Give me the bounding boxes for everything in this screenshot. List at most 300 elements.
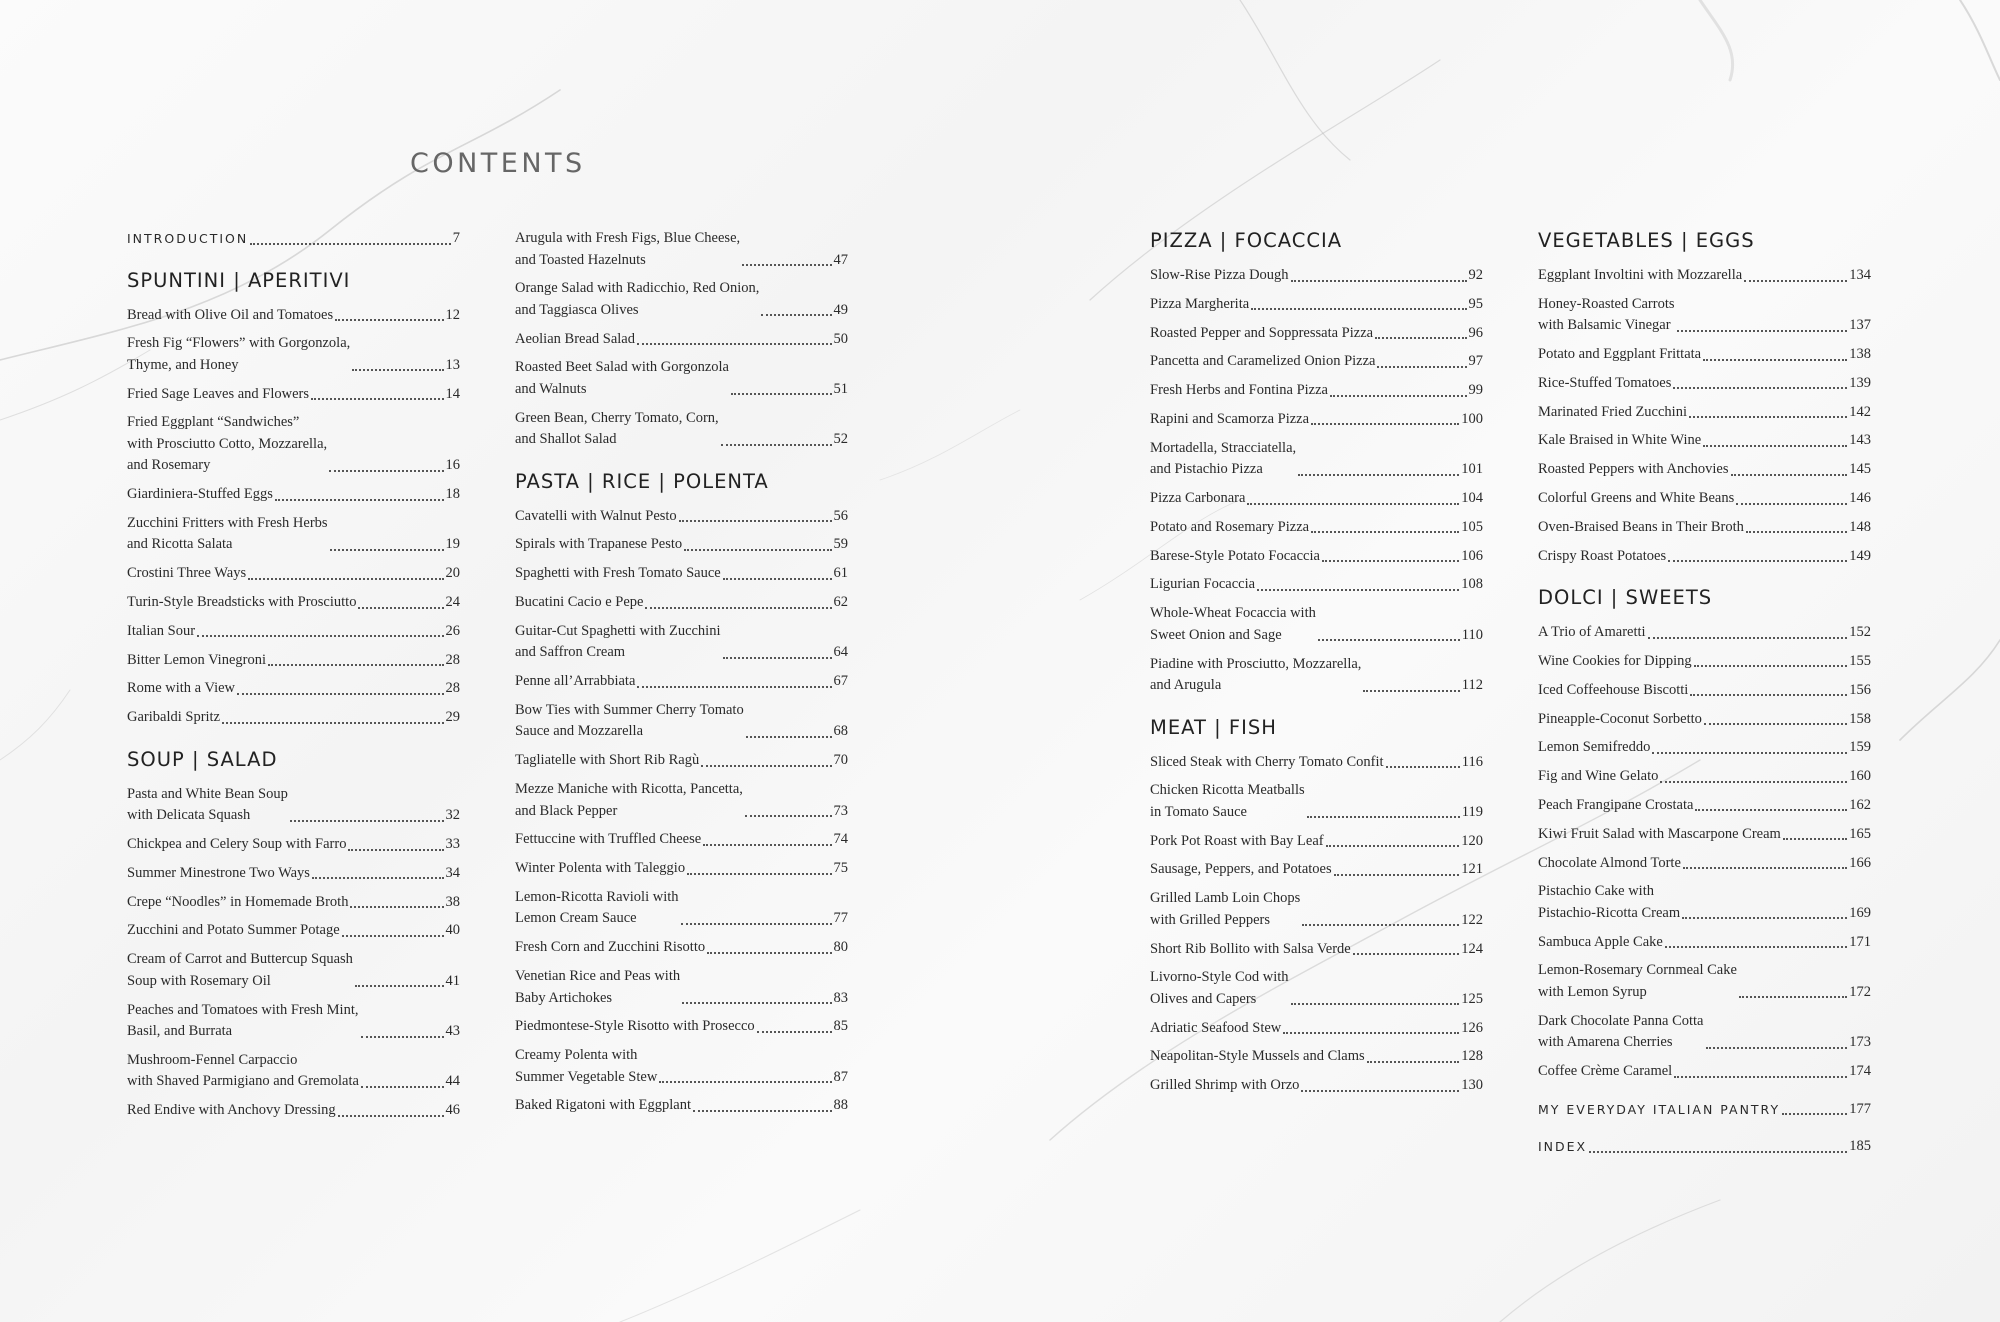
toc-page-number: 14 xyxy=(445,385,460,402)
dot-leader xyxy=(338,1115,444,1117)
toc-page-number: 80 xyxy=(833,939,848,956)
dot-leader xyxy=(197,635,443,637)
toc-entry[interactable] xyxy=(127,333,460,376)
dot-leader xyxy=(1330,395,1467,397)
toc-entry-title: Wine Cookies for Dipping xyxy=(1538,652,1692,669)
toc-page-number: 145 xyxy=(1849,461,1871,478)
toc-entry[interactable] xyxy=(1538,737,1871,759)
toc-entry-title: Winter Polenta with Taleggio xyxy=(515,860,686,877)
toc-page-number: 119 xyxy=(1461,803,1483,820)
toc-page-number: 166 xyxy=(1849,854,1871,871)
toc-entry-title: Italian Sour xyxy=(127,622,196,639)
toc-entry[interactable] xyxy=(515,829,848,851)
dot-leader xyxy=(1318,639,1460,641)
toc-page-number: 146 xyxy=(1849,490,1871,507)
toc-entry-title: Sausage, Peppers, and Potatoes xyxy=(1150,861,1332,878)
toc-entry-title: INTRODUCTION xyxy=(127,231,249,246)
toc-page-number: 83 xyxy=(833,989,848,1006)
dot-leader xyxy=(731,393,832,395)
dot-leader xyxy=(1652,752,1847,754)
dot-leader xyxy=(701,765,831,767)
dot-leader xyxy=(1736,503,1847,505)
toc-entry[interactable] xyxy=(515,592,848,614)
toc-entry-title: Potato and Rosemary Pizza xyxy=(1150,518,1310,535)
toc-entry-title: Iced Coffeehouse Biscotti xyxy=(1538,681,1689,698)
toc-entry-title: Neapolitan-Style Mussels and Clams xyxy=(1150,1048,1365,1065)
toc-page-number: 62 xyxy=(833,594,848,611)
dot-leader xyxy=(1311,531,1459,533)
dot-leader xyxy=(637,686,831,688)
toc-entry-title: Baked Rigatoni with Eggplant xyxy=(515,1097,691,1114)
dot-leader xyxy=(1386,766,1460,768)
dot-leader xyxy=(311,398,443,400)
dot-leader xyxy=(1746,531,1847,533)
toc-entry[interactable] xyxy=(515,1045,848,1088)
toc-page-number: 162 xyxy=(1849,796,1871,813)
dot-leader xyxy=(222,722,443,724)
toc-entry-title: Giardiniera-Stuffed Eggs xyxy=(127,486,273,503)
dot-leader xyxy=(268,664,443,666)
toc-entry-title: Rome with a View xyxy=(127,680,235,697)
toc-entry[interactable] xyxy=(127,228,460,250)
toc-page-number: 125 xyxy=(1461,990,1483,1007)
dot-leader xyxy=(1665,946,1847,948)
toc-entry[interactable] xyxy=(1538,932,1871,954)
toc-entry[interactable] xyxy=(1150,488,1483,510)
toc-entry-title: Crepe “Noodles” in Homemade Broth xyxy=(127,893,349,910)
toc-entry[interactable] xyxy=(127,412,460,477)
toc-page-number: 34 xyxy=(445,864,460,881)
section-heading: PIZZA | FOCACCIA xyxy=(1150,229,1343,252)
dot-leader xyxy=(275,499,444,501)
toc-page-number: 148 xyxy=(1849,518,1871,535)
toc-entry-title: Potato and Eggplant Frittata xyxy=(1538,346,1702,363)
toc-entry[interactable] xyxy=(1150,517,1483,539)
dot-leader xyxy=(1682,917,1847,919)
toc-entry-title: Bucatini Cacio e Pepe xyxy=(515,594,644,611)
dot-leader xyxy=(1706,1047,1848,1049)
toc-entry[interactable] xyxy=(1150,752,1483,774)
toc-page-number: 138 xyxy=(1849,346,1871,363)
toc-page-number: 77 xyxy=(833,910,848,927)
toc-page-number: 32 xyxy=(445,807,460,824)
toc-entry-title: Creamy Polenta with Summer Vegetable Stew xyxy=(515,1047,658,1085)
dot-leader xyxy=(248,578,443,580)
toc-entry[interactable] xyxy=(127,305,460,327)
toc-entry[interactable] xyxy=(515,1016,848,1038)
toc-page-number: 116 xyxy=(1461,753,1483,770)
dot-leader xyxy=(335,319,443,321)
dot-leader xyxy=(237,693,444,695)
toc-page-number: 12 xyxy=(445,306,460,323)
toc-page-number: 96 xyxy=(1468,324,1483,341)
toc-entry[interactable] xyxy=(515,700,848,743)
toc-entry-title: Piedmontese-Style Risotto with Prosecco xyxy=(515,1018,755,1035)
dot-leader xyxy=(1247,503,1459,505)
toc-page-number: 124 xyxy=(1461,940,1483,957)
toc-entry-title: Guitar-Cut Spaghetti with Zucchini and Saffron Cream xyxy=(515,622,721,661)
toc-entry-title: Tagliatelle with Short Rib Ragù xyxy=(515,752,700,769)
toc-entry[interactable] xyxy=(127,592,460,614)
dot-leader xyxy=(1353,953,1460,955)
toc-entry-title: Cream of Carrot and Buttercup Squash Soup with Rosemary Oil xyxy=(127,951,353,989)
toc-page-number: 120 xyxy=(1461,832,1483,849)
toc-entry[interactable] xyxy=(515,329,848,351)
section-heading: SOUP | SALAD xyxy=(127,747,278,771)
toc-entry-title: Adriatic Seafood Stew xyxy=(1150,1019,1282,1036)
dot-leader xyxy=(693,1110,832,1112)
toc-entry[interactable] xyxy=(1150,1075,1483,1097)
toc-page-number: 158 xyxy=(1849,710,1871,727)
toc-entry-title: MY EVERYDAY ITALIAN PANTRY xyxy=(1538,1101,1781,1117)
toc-page-number: 52 xyxy=(833,431,848,448)
toc-entry-title: Zucchini and Potato Summer Potage xyxy=(127,922,340,939)
section-heading: VEGETABLES | EGGS xyxy=(1538,229,1755,252)
dot-leader xyxy=(342,935,444,937)
toc-page-number: 46 xyxy=(445,1102,460,1119)
toc-page-number: 173 xyxy=(1849,1034,1871,1051)
toc-entry[interactable] xyxy=(127,784,460,827)
toc-entry[interactable] xyxy=(127,863,460,885)
toc-entry-title: Grilled Lamb Loin Chops with Grilled Peppers xyxy=(1150,890,1301,928)
toc-entry-title: Lemon-Ricotta Ravioli with Lemon Cream Sauce xyxy=(515,888,679,927)
toc-entry[interactable] xyxy=(127,650,460,672)
toc-page-number: 160 xyxy=(1849,768,1871,785)
toc-page-number: 41 xyxy=(445,972,460,989)
dot-leader xyxy=(1668,560,1847,562)
dot-leader xyxy=(350,906,443,908)
toc-entry-title: Ligurian Focaccia xyxy=(1150,576,1256,593)
toc-entry[interactable] xyxy=(1150,351,1483,373)
toc-entry[interactable] xyxy=(1538,709,1871,731)
toc-page-number: 13 xyxy=(445,356,460,373)
toc-entry-title: Slow-Rise Pizza Dough xyxy=(1150,267,1289,283)
toc-entry-title: Crispy Roast Potatoes xyxy=(1538,547,1667,564)
toc-page-number: 88 xyxy=(833,1097,848,1114)
toc-entry[interactable] xyxy=(127,384,460,406)
dot-leader xyxy=(1731,474,1848,476)
toc-page-number: 104 xyxy=(1461,490,1483,507)
toc-entry[interactable] xyxy=(1150,323,1483,345)
toc-column-3 xyxy=(1150,228,1483,1104)
toc-entry-title: Peaches and Tomatoes with Fresh Mint, Basil, and Burrata xyxy=(127,1001,359,1040)
dot-leader xyxy=(1589,1151,1847,1153)
toc-page-number: 159 xyxy=(1849,739,1871,756)
toc-entry[interactable] xyxy=(515,534,848,556)
dot-leader xyxy=(1677,330,1848,332)
toc-entry[interactable] xyxy=(515,621,848,664)
toc-entry[interactable] xyxy=(1150,888,1483,931)
dot-leader xyxy=(1683,867,1847,869)
dot-leader xyxy=(682,1002,831,1004)
toc-entry[interactable] xyxy=(1538,766,1871,788)
toc-entry[interactable] xyxy=(1538,344,1871,366)
toc-page-number: 92 xyxy=(1468,267,1483,283)
toc-entry[interactable] xyxy=(1150,939,1483,961)
toc-entry-title: Livorno-Style Cod with Olives and Capers xyxy=(1150,969,1289,1007)
dot-leader xyxy=(707,952,831,954)
toc-entry-title: Venetian Rice and Peas with Baby Artichokes xyxy=(515,968,681,1006)
toc-entry-title: Honey-Roasted Carrots with Balsamic Vinegar xyxy=(1538,295,1675,334)
toc-entry[interactable] xyxy=(515,750,848,772)
dot-leader xyxy=(358,607,443,609)
dot-leader xyxy=(679,520,832,522)
toc-entry[interactable] xyxy=(127,563,460,585)
dot-leader xyxy=(1690,694,1847,696)
toc-entry-title: Green Bean, Cherry Tomato, Corn, and Shallot Salad xyxy=(515,409,719,448)
toc-entry-title: Roasted Pepper and Soppressata Pizza xyxy=(1150,324,1374,341)
toc-page-number: 128 xyxy=(1461,1048,1483,1065)
toc-column-4 xyxy=(1538,228,1871,1172)
toc-entry[interactable] xyxy=(1150,409,1483,431)
toc-entry-title: Roasted Peppers with Anchovies xyxy=(1538,461,1729,478)
dot-leader xyxy=(1782,1113,1847,1115)
toc-entry[interactable] xyxy=(127,1100,460,1122)
toc-entry[interactable] xyxy=(1150,654,1483,697)
toc-page-number: 50 xyxy=(833,330,848,347)
dot-leader xyxy=(1674,1076,1847,1078)
toc-entry[interactable] xyxy=(1538,680,1871,702)
toc-entry-title: Kale Braised in White Wine xyxy=(1538,432,1702,449)
toc-entry[interactable] xyxy=(1150,780,1483,823)
toc-entry[interactable] xyxy=(1538,1061,1871,1083)
toc-entry-title: Lemon-Rosemary Cornmeal Cake with Lemon Syrup xyxy=(1538,962,1737,1000)
toc-entry[interactable] xyxy=(1538,1136,1871,1158)
toc-entry[interactable] xyxy=(127,1000,460,1043)
toc-page-number: 139 xyxy=(1849,374,1871,391)
dot-leader xyxy=(1298,474,1459,476)
toc-entry[interactable] xyxy=(1538,795,1871,817)
toc-entry-title: Pizza Carbonara xyxy=(1150,490,1246,507)
toc-entry[interactable] xyxy=(1538,960,1871,1003)
toc-page-number: 44 xyxy=(445,1073,460,1090)
toc-entry[interactable] xyxy=(1538,651,1871,673)
toc-page-number: 122 xyxy=(1461,911,1483,928)
toc-entry[interactable] xyxy=(515,887,848,930)
toc-entry-title: Red Endive with Anchovy Dressing xyxy=(127,1102,336,1119)
dot-leader xyxy=(1257,589,1459,591)
toc-entry[interactable] xyxy=(515,357,848,400)
toc-entry[interactable] xyxy=(1150,1046,1483,1068)
toc-entry[interactable] xyxy=(127,949,460,992)
toc-entry-title: Fried Sage Leaves and Flowers xyxy=(127,385,310,402)
toc-entry[interactable] xyxy=(127,920,460,942)
toc-entry-title: Aeolian Bread Salad xyxy=(515,330,635,347)
toc-entry[interactable] xyxy=(1150,438,1483,481)
toc-entry-title: Bow Ties with Summer Cherry Tomato Sauce and Mozzarella xyxy=(515,701,744,740)
toc-entry-title: Oven-Braised Beans in Their Broth xyxy=(1538,518,1744,535)
toc-entry[interactable] xyxy=(1538,488,1871,510)
dot-leader xyxy=(1291,280,1467,282)
toc-entry[interactable] xyxy=(1150,967,1483,1010)
toc-entry[interactable] xyxy=(1150,1018,1483,1040)
toc-entry[interactable] xyxy=(515,858,848,880)
dot-leader xyxy=(1334,874,1460,876)
toc-entry[interactable] xyxy=(1150,546,1483,568)
toc-page-number: 174 xyxy=(1849,1063,1871,1080)
toc-entry-title: Sliced Steak with Cherry Tomato Confit xyxy=(1150,753,1384,770)
toc-page-number: 100 xyxy=(1461,410,1483,427)
toc-page-number: 165 xyxy=(1849,825,1871,842)
toc-entry[interactable] xyxy=(127,834,460,856)
dot-leader xyxy=(1694,665,1848,667)
toc-entry[interactable] xyxy=(515,506,848,528)
dot-leader xyxy=(1648,637,1848,639)
toc-entry[interactable] xyxy=(515,228,848,271)
dot-leader xyxy=(1363,690,1459,692)
toc-page-number: 185 xyxy=(1849,1138,1871,1155)
toc-entry[interactable] xyxy=(515,937,848,959)
dot-leader xyxy=(352,369,443,371)
dot-leader xyxy=(757,1031,832,1033)
toc-page-number: 28 xyxy=(445,680,460,697)
toc-entry[interactable] xyxy=(1150,265,1483,287)
toc-page-number: 99 xyxy=(1468,382,1483,399)
toc-entry[interactable] xyxy=(515,671,848,693)
toc-page-number: 155 xyxy=(1849,652,1871,669)
toc-page-number: 134 xyxy=(1849,267,1871,283)
toc-entry[interactable] xyxy=(127,1050,460,1093)
toc-page-number: 169 xyxy=(1849,904,1871,921)
toc-entry-title: Peach Frangipane Crostata xyxy=(1538,796,1694,813)
toc-entry[interactable] xyxy=(515,408,848,451)
dot-leader xyxy=(1689,416,1847,418)
dot-leader xyxy=(1251,308,1466,310)
toc-entry[interactable] xyxy=(1538,430,1871,452)
toc-entry[interactable] xyxy=(127,892,460,914)
section-heading: DOLCI | SWEETS xyxy=(1538,586,1713,610)
toc-entry-title: Colorful Greens and White Beans xyxy=(1538,490,1735,507)
toc-entry-title: Chocolate Almond Torte xyxy=(1538,854,1681,871)
toc-entry-title: Kiwi Fruit Salad with Mascarpone Cream xyxy=(1538,825,1781,842)
toc-entry-title: Coffee Crème Caramel xyxy=(1538,1063,1673,1080)
dot-leader xyxy=(361,1086,444,1088)
toc-entry-title: Crostini Three Ways xyxy=(127,565,247,582)
toc-entry-title: Mortadella, Stracciatella, and Pistachio Pizza xyxy=(1150,439,1297,478)
toc-entry[interactable] xyxy=(1538,546,1871,568)
toc-page-number: 70 xyxy=(833,752,848,769)
section-heading: PASTA | RICE | POLENTA xyxy=(515,469,769,493)
toc-entry[interactable] xyxy=(1538,1099,1871,1121)
toc-entry[interactable] xyxy=(1150,831,1483,853)
toc-entry-title: Eggplant Involtini with Mozzarella xyxy=(1538,267,1743,283)
toc-entry[interactable] xyxy=(1538,294,1871,337)
dot-leader xyxy=(761,314,831,316)
dot-leader xyxy=(1367,1061,1460,1063)
toc-entry[interactable] xyxy=(1150,859,1483,881)
toc-page-number: 7 xyxy=(452,230,460,246)
toc-entry[interactable] xyxy=(515,563,848,585)
toc-page-number: 49 xyxy=(833,301,848,318)
toc-entry[interactable] xyxy=(515,1095,848,1117)
toc-page-number: 47 xyxy=(833,251,848,268)
toc-page-number: 26 xyxy=(445,622,460,639)
toc-page-number: 108 xyxy=(1461,576,1483,593)
toc-entry[interactable] xyxy=(1150,603,1483,646)
dot-leader xyxy=(1302,924,1459,926)
toc-page-number: 33 xyxy=(445,836,460,853)
toc-entry-title: Pineapple-Coconut Sorbetto xyxy=(1538,710,1702,727)
toc-entry[interactable] xyxy=(1538,824,1871,846)
dot-leader xyxy=(1739,996,1847,998)
toc-page-number: 59 xyxy=(833,536,848,553)
toc-entry[interactable] xyxy=(1150,294,1483,316)
toc-page-number: 143 xyxy=(1849,432,1871,449)
toc-entry[interactable] xyxy=(1538,1011,1871,1054)
dot-leader xyxy=(290,820,444,822)
dot-leader xyxy=(1703,445,1847,447)
dot-leader xyxy=(1783,838,1847,840)
toc-entry-title: Orange Salad with Radicchio, Red Onion, and Taggiasca Olives xyxy=(515,280,760,318)
toc-entry-title: Whole-Wheat Focaccia with Sweet Onion and Sage xyxy=(1150,605,1316,643)
toc-entry[interactable] xyxy=(1538,517,1871,539)
toc-entry[interactable] xyxy=(127,484,460,506)
dot-leader xyxy=(723,578,832,580)
toc-entry[interactable] xyxy=(127,621,460,643)
toc-entry-title: Arugula with Fresh Figs, Blue Cheese, and Toasted Hazelnuts xyxy=(515,230,741,268)
section-heading: SPUNTINI | APERITIVI xyxy=(127,268,351,292)
toc-page-number: 110 xyxy=(1461,626,1483,643)
toc-entry-title: Cavatelli with Walnut Pesto xyxy=(515,507,677,524)
toc-entry-title: Chicken Ricotta Meatballs in Tomato Sauce xyxy=(1150,782,1305,820)
toc-entry[interactable] xyxy=(127,513,460,556)
toc-page-number: 75 xyxy=(833,860,848,877)
toc-entry-title: INDEX xyxy=(1538,1139,1588,1155)
toc-entry-title: Fresh Herbs and Fontina Pizza xyxy=(1150,382,1328,399)
toc-entry[interactable] xyxy=(1538,622,1871,644)
dot-leader xyxy=(1673,387,1847,389)
toc-entry[interactable] xyxy=(1538,373,1871,395)
toc-entry[interactable] xyxy=(1538,459,1871,481)
dot-leader xyxy=(687,873,831,875)
toc-page-number: 56 xyxy=(833,507,848,524)
toc-entry[interactable] xyxy=(515,278,848,321)
toc-entry-title: Chickpea and Celery Soup with Farro xyxy=(127,836,347,853)
toc-page-number: 67 xyxy=(833,673,848,690)
toc-entry-title: Mezze Maniche with Ricotta, Pancetta, and Black Pepper xyxy=(515,781,743,819)
toc-entry-title: Pizza Margherita xyxy=(1150,295,1250,312)
toc-entry[interactable] xyxy=(515,779,848,822)
toc-page-number: 87 xyxy=(833,1068,848,1085)
toc-page-number: 19 xyxy=(445,536,460,553)
toc-page-number: 121 xyxy=(1461,861,1483,878)
dot-leader xyxy=(329,470,443,472)
toc-entry[interactable] xyxy=(1150,380,1483,402)
toc-entry[interactable] xyxy=(127,678,460,700)
toc-page-number: 149 xyxy=(1849,547,1871,564)
toc-page-number: 40 xyxy=(445,922,460,939)
toc-entry-title: A Trio of Amaretti xyxy=(1538,624,1646,641)
toc-entry-title: Barese-Style Potato Focaccia xyxy=(1150,547,1320,564)
toc-entry[interactable] xyxy=(1538,881,1871,924)
toc-entry[interactable] xyxy=(515,966,848,1009)
toc-entry[interactable] xyxy=(1538,402,1871,424)
dot-leader xyxy=(742,264,831,266)
dot-leader xyxy=(1703,359,1847,361)
toc-entry[interactable] xyxy=(1538,853,1871,875)
dot-leader xyxy=(1322,560,1459,562)
toc-entry-title: Pistachio Cake with Pistachio-Ricotta Cream xyxy=(1538,883,1681,921)
toc-entry[interactable] xyxy=(1538,265,1871,287)
toc-entry-title: Turin-Style Breadsticks with Prosciutto xyxy=(127,594,357,611)
toc-page-number: 105 xyxy=(1461,518,1483,535)
toc-page-number: 172 xyxy=(1849,983,1871,1000)
toc-page-number: 95 xyxy=(1468,295,1483,312)
toc-entry[interactable] xyxy=(1150,574,1483,596)
toc-page-number: 97 xyxy=(1468,353,1483,370)
toc-entry[interactable] xyxy=(127,707,460,729)
toc-page-number: 101 xyxy=(1461,461,1483,478)
